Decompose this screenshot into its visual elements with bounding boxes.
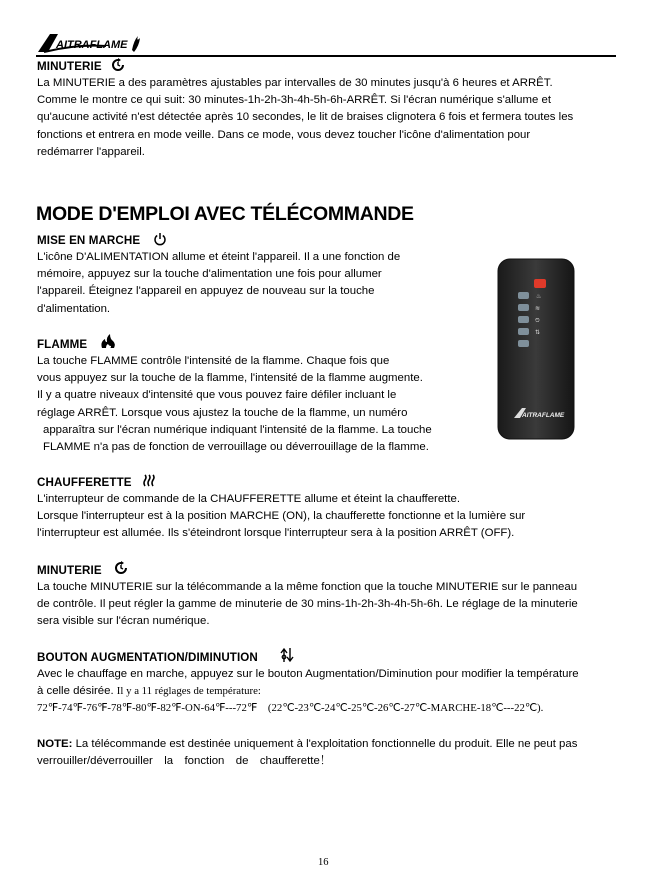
minuterie-paragraph: La MINUTERIE a des paramètres ajustables par intervalles de 30 minutes jusqu'à 6 heures et ARRÊT. Comme le montre ce qui suit: 30 minutes-1h-2h-3h-4h-5h-6h-ARRÊT. Si l'écran numérique s'allume et qu'aucune activité n'est détectée après 10 secondes, le lit de braises clignotera 6 fois et fermera toutes les fonctions et entrera en mode veille. Dans ce mode, vous devez toucher l'icône d'alimentation pour redémarrer l'appareil. [37,77,574,158]
logo-text: AITRAFLAME [56,39,128,51]
power-icon [153,232,167,246]
up-down-icon [280,647,294,663]
bouton-paragraph: Avec le chauffage en marche, appuyez sur le bouton Augmentation/Diminution pour modifier la température à celle désirée. Il y a 11 réglages de température: 72℉-74℉-76℉-78℉-80℉-82℉-ON-64℉---72℉ (22℃-23℃-24℃-25℃-26℃-27℃-MARCHE-18℃---22℃). [37,668,579,715]
svg-text:≋: ≋ [535,305,541,312]
remote-control-image [496,258,576,440]
note-label: NOTE: [37,738,73,750]
section-title-mise-en-marche: MISE EN MARCHE [37,234,141,247]
page-number: 16 [318,857,329,868]
timer-icon [114,561,128,575]
remote-button-3 [518,316,529,323]
section-title-bouton: BOUTON AUGMENTATION/DIMINUTION [37,651,258,664]
page-title: MODE D'EMPLOI AVEC TÉLÉCOMMANDE [36,203,414,225]
section-title-minuterie-2: MINUTERIE [37,564,102,577]
svg-text:♨: ♨ [536,293,542,300]
svg-text:⇅: ⇅ [535,329,541,336]
timer-icon [111,58,125,72]
aitraflame-logo [36,30,146,54]
svg-text:⏲: ⏲ [535,317,540,324]
flamme-paragraph: La touche FLAMME contrôle l'intensité de la flamme. Chaque fois que vous appuyez sur la touche de la flamme, l'intensité de la flamme augmente. Il y a quatre niveaux d'intensité que vous pouvez faire défiler incluant le réglage ARRÊT. Lorsque vous ajustez la touche de la flamme, un numéro apparaîtra sur l'écran numérique indiquant l'intensité de la flamme. La touche FLAMME n'a pas de fonction de verrouillage ou déverrouillage de la flamme. [37,355,432,454]
remote-button-1 [518,292,529,299]
remote-power-button [534,279,546,288]
mise-en-marche-paragraph: L'icône D'ALIMENTATION allume et éteint l'appareil. Il a une fonction de mémoire, appuyez sur la touche d'alimentation une fois pour allumer l'appareil. Éteignez l'appareil en appuyez de nouveau sur la touche d'alimentation. [37,251,401,315]
flame-icon [100,334,116,349]
remote-button-2 [518,304,529,311]
section-title-flamme: FLAMME [37,338,88,351]
chaufferette-paragraph: L'interrupteur de commande de la CHAUFFERETTE allume et éteint la chaufferette. Lorsque l'interrupteur est à la position MARCHE (ON), la chaufferette fonctionne et la lumière sur l'interrupteur est allumée. Ils s'éteindront lorsque l'interrupteur sera à la position ARRÊT (OFF). [37,493,526,540]
section-title-minuterie: MINUTERIE [37,60,102,73]
minuterie-2-paragraph: La touche MINUTERIE sur la télécommande a la même fonction que la touche MINUTERIE sur le panneau de contrôle. Il peut régler la gamme de minuterie de 30 mins-1h-2h-3h-4h-5h-6h. Le réglage de la minuterie sera visible sur l'écran numérique. [37,581,578,628]
remote-logo-text: AITRAFLAME [522,412,565,419]
remote-button-5 [518,340,529,347]
header-rule [36,55,616,57]
note-paragraph: NOTE: La télécommande est destinée uniquement à l'exploitation fonctionnelle du produit. Elle ne peut pas verrouiller/déverrouiller la fonction de chaufferette！ [37,738,578,768]
section-title-chaufferette: CHAUFFERETTE [37,476,132,489]
heater-icon [143,474,158,487]
remote-button-4 [518,328,529,335]
